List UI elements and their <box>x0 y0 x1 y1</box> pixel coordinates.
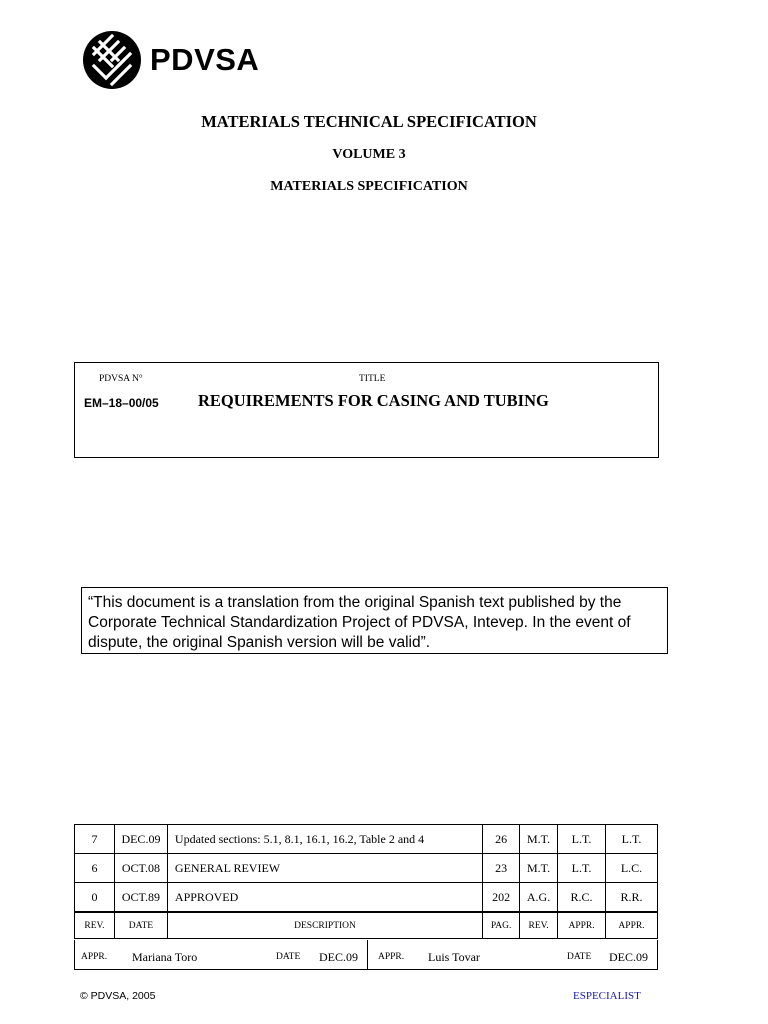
date-cell: OCT.89 <box>114 883 167 913</box>
header-date: DATE <box>114 912 167 939</box>
title-box <box>74 362 659 458</box>
pdvsa-logo-icon <box>82 30 142 90</box>
approvals-row <box>74 940 658 970</box>
specification-title: REQUIREMENTS FOR CASING AND TUBING <box>198 391 549 410</box>
table-header-row <box>75 912 658 939</box>
logo-text: PDVSA <box>150 42 260 77</box>
rev-by-cell: A.G. <box>520 883 558 913</box>
description-cell: Updated sections: 5.1, 8.1, 16.1, 16.2, Table 2 and 4 <box>167 825 482 854</box>
rev-cell: 0 <box>75 883 115 913</box>
approver-left-label: APPR. <box>81 952 108 962</box>
document-subtitle: MATERIALS SPECIFICATION <box>270 179 468 194</box>
copyright-text: © PDVSA, 2005 <box>80 990 156 1002</box>
header-description: DESCRIPTION <box>167 912 482 939</box>
approver-right-name: Luis Tovar <box>428 950 480 964</box>
appr1-cell: L.T. <box>558 854 606 883</box>
appr2-cell: L.C. <box>606 854 658 883</box>
pag-cell: 26 <box>483 825 520 854</box>
pag-cell: 23 <box>483 854 520 883</box>
approver-left-date: DEC.09 <box>319 950 358 964</box>
header-appr1: APPR. <box>558 912 606 939</box>
header-rev-by: REV. <box>520 912 558 939</box>
rev-cell: 7 <box>75 825 115 854</box>
title-label: TITLE <box>359 374 386 384</box>
rev-by-cell: M.T. <box>520 854 558 883</box>
table-row <box>75 825 658 854</box>
approver-right-date: DEC.09 <box>609 950 648 964</box>
table-row <box>75 854 658 883</box>
approver-right-date-label: DATE <box>567 952 592 962</box>
table-row <box>75 883 658 913</box>
rev-by-cell: M.T. <box>520 825 558 854</box>
header-rev: REV. <box>75 912 115 939</box>
appr2-cell: R.R. <box>606 883 658 913</box>
pdvsa-logo <box>82 30 259 90</box>
approver-left-name: Mariana Toro <box>132 950 198 964</box>
pag-cell: 202 <box>483 883 520 913</box>
volume-label: VOLUME 3 <box>332 147 406 162</box>
description-cell: APPROVED <box>167 883 482 913</box>
appr2-cell: L.T. <box>606 825 658 854</box>
revision-table <box>74 824 658 939</box>
header-pag: PAG. <box>483 912 520 939</box>
document-code: EM–18–00/05 <box>84 396 159 410</box>
approvals-divider <box>367 940 368 970</box>
appr1-cell: R.C. <box>558 883 606 913</box>
rev-cell: 6 <box>75 854 115 883</box>
document-title: MATERIALS TECHNICAL SPECIFICATION <box>201 112 537 131</box>
approver-right-label: APPR. <box>378 952 405 962</box>
header-appr2: APPR. <box>606 912 658 939</box>
description-cell: GENERAL REVIEW <box>167 854 482 883</box>
translation-notice: “This document is a translation from the original Spanish text published by the Corporate Technical Standardization Project of PDVSA, Intevep. In the event of dispute, the original Spanish version will be valid”. <box>81 587 668 654</box>
appr1-cell: L.T. <box>558 825 606 854</box>
date-cell: DEC.09 <box>114 825 167 854</box>
approver-left-date-label: DATE <box>276 952 301 962</box>
especialist-link[interactable]: ESPECIALIST <box>573 990 641 1002</box>
number-label: PDVSA N° <box>99 374 143 384</box>
date-cell: OCT.08 <box>114 854 167 883</box>
